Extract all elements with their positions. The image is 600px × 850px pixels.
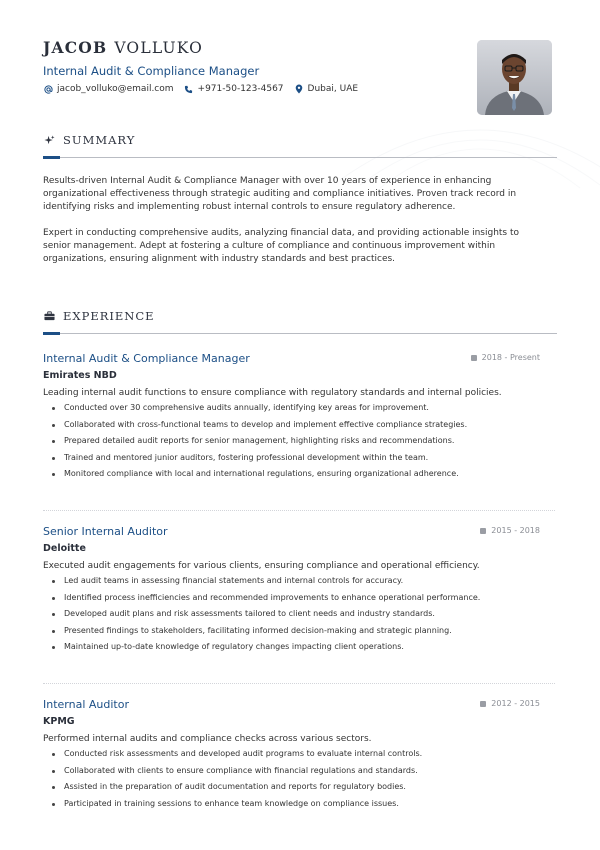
job-divider <box>43 683 555 684</box>
job-entry <box>43 352 557 483</box>
calendar-icon <box>480 528 486 534</box>
bullet-item: Collaborated with cross-functional teams to develop and implement effective compliance strategies. <box>43 417 557 434</box>
bullet-item: Led audit teams in assessing financial statements and internal controls for accuracy. <box>43 573 557 590</box>
job-date-text: 2018 - Present <box>481 353 540 362</box>
company-name: KPMG <box>43 716 75 727</box>
sparkle-icon <box>43 134 55 146</box>
bullet-item: Assisted in the preparation of audit documentation and reports for regulatory bodies. <box>43 779 557 796</box>
job-bullets <box>43 746 557 812</box>
job-title: Internal Audit & Compliance Manager <box>43 352 250 365</box>
job-entry <box>43 698 557 812</box>
job-date <box>480 526 540 535</box>
bullet-item: Presented findings to stakeholders, facilitating informed decision-making and strategic planning. <box>43 623 557 640</box>
calendar-icon <box>471 355 477 361</box>
job-description: Performed internal audits and compliance checks across various sectors. <box>43 734 372 744</box>
headline: Internal Audit & Compliance Manager <box>43 64 260 78</box>
at-icon <box>43 84 53 94</box>
rule-accent <box>43 156 60 159</box>
summary-heading-text: SUMMARY <box>63 133 136 147</box>
bullet-item: Trained and mentored junior auditors, fostering professional development within the team. <box>43 450 557 467</box>
job-title: Senior Internal Auditor <box>43 525 168 538</box>
experience-heading-text: EXPERIENCE <box>63 309 155 323</box>
contact-phone[interactable] <box>184 84 284 94</box>
profile-photo <box>477 40 552 115</box>
job-date-text: 2015 - 2018 <box>491 526 540 535</box>
email-text: jacob_volluko@email.com <box>57 84 174 94</box>
bullet-item: Conducted risk assessments and developed audit programs to evaluate internal controls. <box>43 746 557 763</box>
candidate-name <box>43 38 203 57</box>
summary-rule <box>43 157 557 158</box>
bullet-item: Monitored compliance with local and international regulations, ensuring organizational adherence. <box>43 466 557 483</box>
bullet-item: Prepared detailed audit reports for senior management, highlighting risks and recommendations. <box>43 433 557 450</box>
job-description: Leading internal audit functions to ensure compliance with regulatory standards and internal policies. <box>43 388 502 398</box>
job-bullets <box>43 400 557 483</box>
bullet-item: Participated in training sessions to enhance team knowledge on compliance issues. <box>43 796 557 813</box>
background-pattern <box>340 70 600 190</box>
experience-rule <box>43 333 557 334</box>
summary-heading <box>43 133 135 147</box>
contact-location <box>294 84 359 94</box>
location-text: Dubai, UAE <box>307 84 359 94</box>
job-divider <box>43 510 555 511</box>
job-date <box>480 699 540 708</box>
job-bullets <box>43 573 557 656</box>
summary-paragraph-2: Expert in conducting comprehensive audits, analyzing financial data, and providing actionable insights to senior management. Adept at fostering a culture of compliance and continuous improvement within organizations, ensuring alignment with industry standards and best practices. <box>43 228 520 264</box>
briefcase-icon <box>43 310 55 322</box>
experience-heading <box>43 309 155 323</box>
job-description: Executed audit engagements for various clients, ensuring compliance and operational efficiency. <box>43 561 480 571</box>
phone-icon <box>184 84 194 94</box>
company-name: Deloitte <box>43 543 86 554</box>
calendar-icon <box>480 701 486 707</box>
first-name: JACOB <box>43 38 108 57</box>
last-name: VOLLUKO <box>114 39 204 57</box>
contact-email[interactable] <box>43 84 174 94</box>
map-pin-icon <box>294 84 304 94</box>
company-name: Emirates NBD <box>43 370 117 381</box>
job-entry <box>43 525 557 656</box>
summary-paragraph-1: Results-driven Internal Audit & Compliance Manager with over 10 years of experience in enhancing organizational effectiveness through strategic auditing and compliance initiatives. Proven track record in identifying risks and implementing robust internal controls to ensure regulatory adherence. <box>43 176 517 212</box>
job-date <box>471 353 540 362</box>
contact-row <box>43 84 368 94</box>
phone-text: +971-50-123-4567 <box>197 84 284 94</box>
job-date-text: 2012 - 2015 <box>491 699 540 708</box>
bullet-item: Identified process inefficiencies and recommended improvements to enhance operational performance. <box>43 590 557 607</box>
job-title: Internal Auditor <box>43 698 129 711</box>
bullet-item: Maintained up-to-date knowledge of regulatory changes impacting client operations. <box>43 639 557 656</box>
bullet-item: Conducted over 30 comprehensive audits annually, identifying key areas for improvement. <box>43 400 557 417</box>
bullet-item: Collaborated with clients to ensure compliance with financial regulations and standards. <box>43 763 557 780</box>
bullet-item: Developed audit plans and risk assessments tailored to client needs and industry standards. <box>43 606 557 623</box>
rule-accent <box>43 332 60 335</box>
